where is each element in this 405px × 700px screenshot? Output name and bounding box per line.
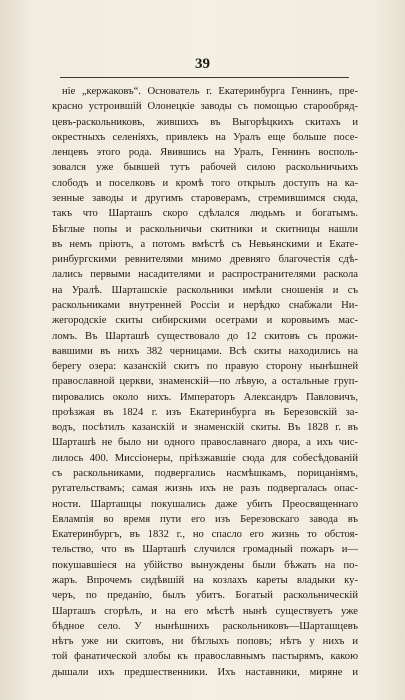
text-line: Евлампія во время пути его изъ Березовскаго завода въ [52, 513, 358, 525]
header-rule [60, 77, 349, 78]
text-line: берегу озера: казанскій скитъ по правую сторону нынѣшней [52, 361, 358, 373]
text-line: дышали ихъ предшественники. Ихъ наставники, миряне и [52, 666, 358, 678]
text-line: въ немъ пріютъ, а потомъ вмѣстѣ съ Невьянскими и Екате- [52, 238, 358, 250]
text-line: зенные заводы и другимъ староверамъ, стремившимся сюда, [52, 192, 358, 204]
text-line: вавшими въ нихъ 382 черницами. Всѣ скиты находились на [52, 345, 358, 357]
text-line: ленцевъ этого рода. Явившись на Уралъ, Геннинъ восполь- [52, 147, 358, 159]
text-line: окрестныхъ селеніяхъ, привлекъ на Уралъ еще больше посе- [52, 131, 358, 143]
text-line: съ раскольниками, подвергались насмѣшкамъ, порицаніямъ, [52, 468, 358, 480]
text-line: ругательствамъ; самая жизнь ихъ не разъ подвергалась опас- [52, 483, 358, 495]
text-line: ности. Шарташцы покушались даже убить Преосвященнаго [52, 498, 358, 510]
text-line: ломъ. Въ Шарташѣ существовало до 12 скитовъ съ прожи- [52, 330, 358, 342]
text-line: черъ, по преданію, былъ убитъ. Богатый раскольническій [52, 590, 358, 602]
text-line: зовался уже бывшей тутъ рабочей силою раскольничьихъ [52, 162, 358, 174]
text-line: ніе „кержаковъ“. Основатель г. Екатеринбурга Геннинъ, пре- [62, 86, 358, 97]
text-line: на Уралѣ. Шарташскіе раскольники имѣли сношенія и съ [52, 284, 358, 296]
text-line: лилось 400. Миссіонеры, пріѣзжавшіе сюда для собесѣдованій [52, 452, 358, 464]
text-line: водъ, посѣтилъ казанскій и знаменскій скиты. Въ 1828 г. въ [52, 422, 358, 434]
text-line: православной церкви, знаменскій—по лѣвую, а остальные груп- [52, 376, 358, 388]
text-line: жегородскіе скиты сибирскими осетрами и коровьимъ мас- [52, 315, 358, 327]
body-text [52, 84, 358, 680]
text-line: Шарташѣ не было ни одного православнаго двора, а ихъ чис- [52, 437, 358, 449]
text-line: слободъ и поселковъ и кромѣ того открылъ доступъ на ка- [52, 177, 358, 189]
text-line: Бѣглые попы и раскольничьи скитники и скитницы нашли [52, 223, 358, 235]
text-line: покушавшіеся на убійство вынуждены были бѣжать на по- [52, 559, 358, 571]
text-line: красно устроившій Олонецкіе заводы съ помощью старообряд- [52, 101, 358, 113]
text-line: той фанатической злобы къ православнымъ пастырямъ, какою [52, 651, 358, 663]
text-line: проѣзжая въ 1824 г. изъ Екатеринбурга въ Березовскій за- [52, 406, 358, 418]
text-line: лались первыми насадителями и распространителями раскола [52, 269, 358, 281]
text-line: нѣтъ уже ни скитовъ, ни бѣглыхъ поповъ; нѣтъ у нихъ и [52, 636, 358, 648]
text-line: такъ что Шарташъ скоро сдѣлался людьмъ и богатымъ. [52, 208, 358, 220]
text-line: ринбургскими ревнителями мнимо древняго благочестія сдѣ- [52, 254, 358, 266]
text-line: бѣдное село. У нынѣшнихъ раскольниковъ—Шарташцевъ [52, 620, 358, 632]
text-line: раскольниками внутренней Россіи и нерѣдко снабжали Ни- [52, 299, 358, 311]
text-line: тельство, что въ Шарташѣ случился громадный пожаръ и— [52, 544, 358, 556]
text-line: Шарташъ сгорѣлъ, и на его мѣстѣ нынѣ существуетъ уже [52, 605, 358, 617]
text-line: пировались около нихъ. Императоръ Александръ Павловичъ, [52, 391, 358, 403]
text-line: жаръ. Впрочемъ сидѣвшій на козлахъ кареты владыки ку- [52, 575, 358, 586]
text-line: цевъ-раскольниковъ, жившихъ въ Выгорѣцкихъ скитахъ и [52, 116, 358, 128]
page-number: 39 [195, 56, 210, 72]
text-line: Екатеринбургъ, въ 1832 г., но спасло его жизнь то обстоя- [52, 529, 358, 541]
